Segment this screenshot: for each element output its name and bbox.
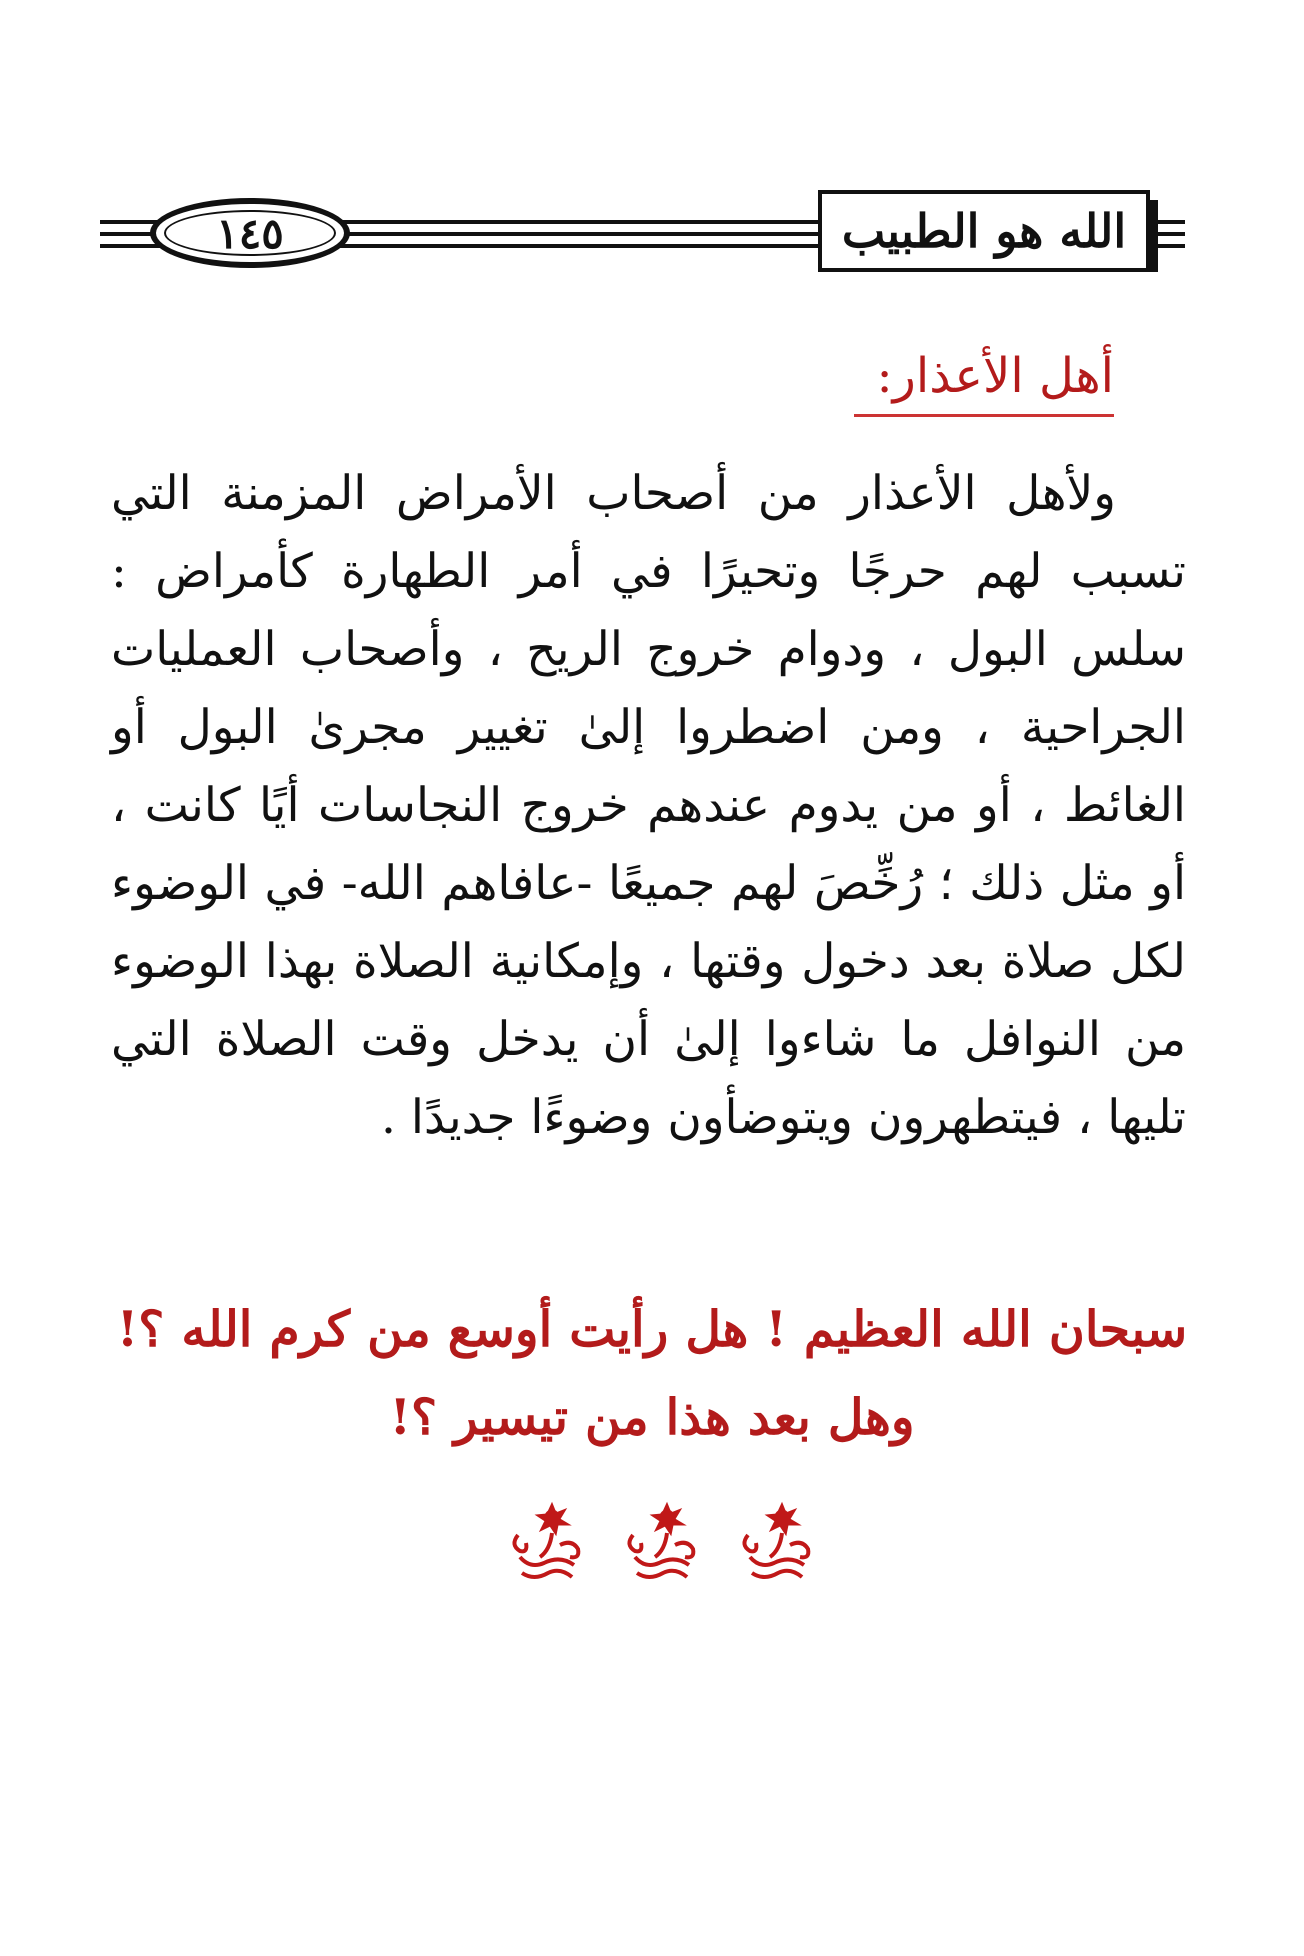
- closing-line-1: سبحان الله العظيم ! هل رأيت أوسع من كرم الله ؟!: [116, 1300, 1188, 1358]
- floral-ornament-icon: [615, 1495, 705, 1585]
- page-number: ١٤٥: [150, 198, 350, 268]
- page-header: [100, 190, 1185, 280]
- section-end-ornaments: [500, 1495, 820, 1595]
- section-heading: أهل الأعذار:: [854, 348, 1114, 417]
- floral-ornament-icon: [500, 1495, 590, 1585]
- body-paragraph: ولأهل الأعذار من أصحاب الأمراض المزمنة التي تسبب لهم حرجًا وتحيرًا في أمر الطهارة كأمراض : سلس البول ، ودوام خروج الريح ، وأصحاب العمليات الجراحية ، ومن اضطروا إلىٰ تغيير مجرىٰ البول أو الغائط ، أو من يدوم عندهم خروج النجاسات أيًا كانت ، أو مثل ذلك ؛ رُخِّصَ لهم جميعًا -عافاهم الله- في الوضوء لكل صلاة بعد دخول وقتها ، وإمكانية الصلاة بهذا الوضوء من النوافل ما شاءوا إلىٰ أن يدخل وقت الصلاة التي تليها ، فيتطهرون ويتوضأون وضوءًا جديدًا .: [111, 466, 1186, 1145]
- closing-exclamation: [100, 1285, 1204, 1461]
- floral-ornament-icon: [730, 1495, 820, 1585]
- book-title: الله هو الطبيب: [818, 190, 1150, 272]
- body-text: [111, 455, 1186, 1157]
- closing-line-2: وهل بعد هذا من تيسير ؟!: [389, 1388, 915, 1446]
